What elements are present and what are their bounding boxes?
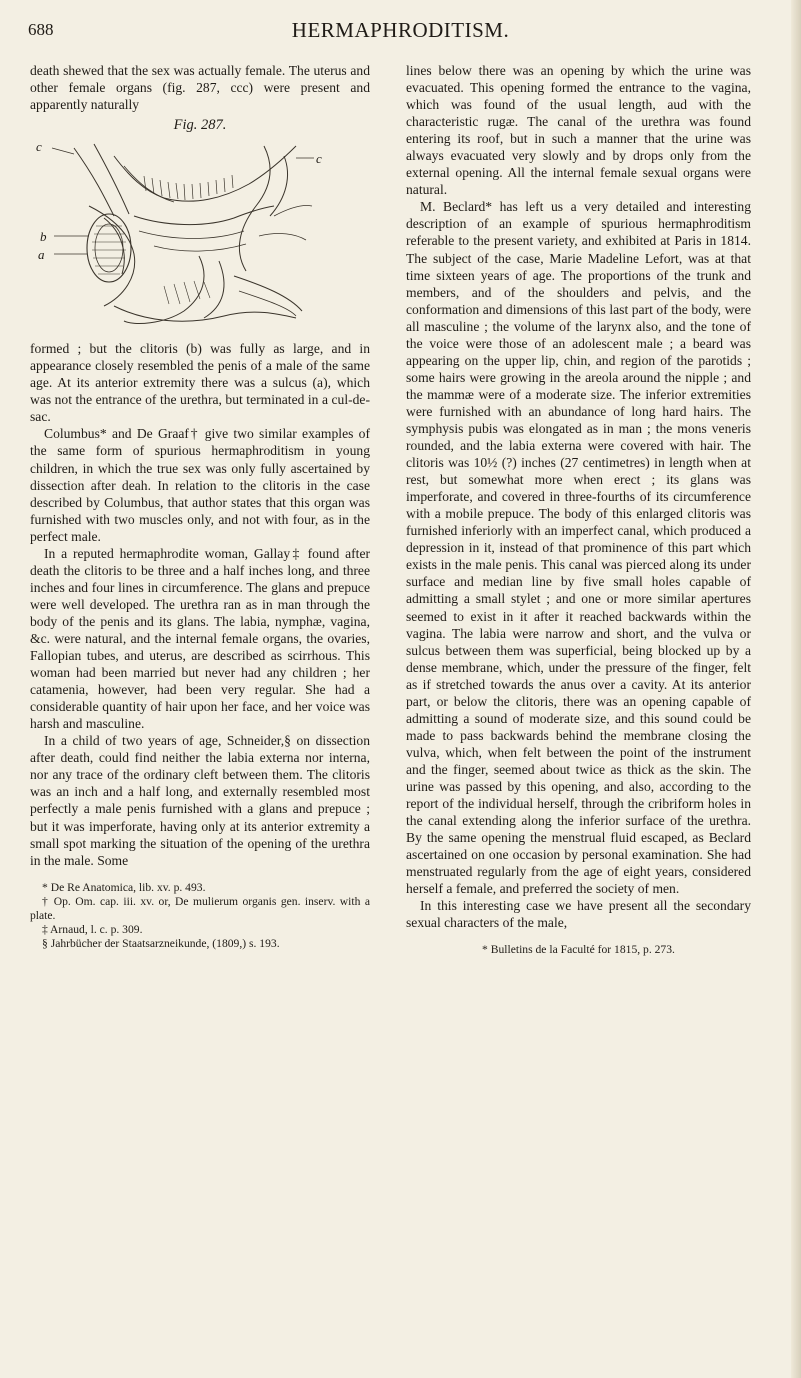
paragraph: In a child of two years of age, Schneider,§ on dissection after death, could find neither the labia externa nor interna, nor any trace of the ordinary cleft between them. The clitoris was an inch and a half long, and externally resembled most perfectly a male penis furnished with a glans and prepuce ; but it was imperforate, having only at its anterior extremity a small spot marking the situation of the opening of the urethra in the male. Some bbox=[30, 733, 370, 868]
paragraph: M. Beclard* has left us a very detailed and interesting description of an example of spurious hermaphroditism referable to the present variety, and exhibited at Paris in 1814. The subject of the case, Marie Madeline Lefort, was at that time sixteen years of age. The proportions of the trunk and members, and of the shoulders and pelvis, and the conformation and dimensions of this last part of the body, were all masculine ; the volume of the larynx also, and the tone of the voice were those of an adolescent male ; a beard was appearing on the upper lip, chin, and region of the parotids ; some hairs were growing in the areola around the nipple ; and the mammæ were of a moderate size. The inferior extremities were furnished with an abundance of long hard hairs. The symphysis pubis was elongated as in man ; the mons veneris rounded, and the labia externa were covered with hair. The clitoris was 10½ (?) inches (27 centimetres) in length when at rest, but somewhat more when erect ; its glans was imperforate, and covered in three-fourths of its circumference with a mobile prepuce. The body of this enlarged clitoris was furnished inferiorly with an imperfect canal, which produced a depression in it, instead of that prominence of this part which exists in the male penis. This canal was pierced along its under surface and median line by five small holes capable of admitting a small stylet ; and one or more similar apertures seemed to exist in it after it reached backwards within the vagina. The labia were narrow and short, and the vulva or sulcus between them was superficial, being blocked up by a dense membrane, which, under the pressure of the finger, felt as if stretched towards the anus over a cavity. At its anterior part, or below the clitoris, there was an opening capable of admitting a sound of moderate size, and this sound could be made to pass backwards behind the membrane closing the vulva, which, when felt between the point of the instrument and the finger, seemed about twice as thick as the skin. The urine was passed by this opening, and also, according to the report of the individual herself, through the cribriform holes in the canal extending along the inferior surface of the urethra. By the same opening the menstrual fluid escaped, as Beclard ascertained on one occasion by personal examination. She had menstruated regularly from the age of eight years, considered herself a female, and preferred the society of men. bbox=[406, 199, 751, 897]
paragraph: In this interesting case we have present all the secondary sexual characters of the male, bbox=[406, 898, 751, 931]
figure-label-b: b bbox=[40, 229, 47, 245]
paragraph: Columbus* and De Graaf† give two similar examples of the same form of spurious hermaphroditism in young children, in which the true sex was only fully ascertained by dissection after deah. In relation to the clitoris in the case described by Columbus, that author states that this organ was furnished with two muscles only, and not with four, as in the perfect male. bbox=[30, 426, 370, 544]
footnotes bbox=[30, 881, 370, 951]
left-column bbox=[30, 62, 370, 951]
right-column bbox=[406, 62, 751, 957]
paragraph: formed ; but the clitoris (b) was fully as large, and in appearance closely resembled the penis of a male of the same age. At its anterior extremity there was a sulcus (a), which was not the entrance of the urethra, but terminated in a cul-de-sac. bbox=[30, 341, 370, 425]
figure-caption: Fig. 287. bbox=[173, 117, 227, 134]
anatomical-figure bbox=[34, 136, 334, 336]
paragraph: In a reputed hermaphrodite woman, Gallay‡ found after death the clitoris to be three and a half inches long, and three inches and four lines in circumference. The glans and prepuce were well developed. The urethra ran as in man through the body of the penis and its glans. The labia, nymphæ, vagina, &c. were natural, and the internal female organs, the ovaries, Fallopian tubes, and uterus, are described as scirrhous. This woman had been married but never had any children ; her catamenia, however, had been very regular. She had a considerable quantity of hair upon her face, and her voice was harsh and masculine. bbox=[30, 545, 370, 732]
anatomical-illustration bbox=[34, 136, 334, 336]
figure-label-a: a bbox=[38, 247, 45, 263]
running-head: HERMAPHRODITISM. bbox=[291, 18, 510, 42]
page-edge bbox=[791, 0, 801, 1378]
figure-label-c-left: c bbox=[36, 139, 42, 155]
page-header bbox=[28, 18, 773, 48]
footnotes bbox=[406, 943, 751, 957]
footnote: * De Re Anatomica, lib. xv. p. 493. bbox=[42, 880, 206, 894]
footnote: ‡ Arnaud, l. c. p. 309. bbox=[42, 922, 143, 936]
paragraph: lines below there was an opening by which the urine was evacuated. This opening formed the entrance to the vagina, which was found of the usual length, aud with the characteristic rugæ. The canal of the urethra was found entering its roof, but in such a manner that the urine was always evacuated very slowly and by drops only from the external opening. All the internal female sexual organs were natural. bbox=[406, 63, 751, 198]
figure-label-c-right: c bbox=[316, 151, 322, 167]
footnote: † Op. Om. cap. iii. xv. or, De mulierum organis gen. inserv. with a plate. bbox=[30, 894, 370, 922]
footnote: § Jahrbücher der Staatsarzneikunde, (1809,) s. 193. bbox=[42, 936, 280, 950]
paragraph: death shewed that the sex was actually female. The uterus and other female organs (fig. 287, ccc) were present and apparently naturally bbox=[30, 63, 370, 113]
page-number: 688 bbox=[28, 20, 54, 39]
footnote: * Bulletins de la Faculté for 1815, p. 273. bbox=[482, 943, 675, 957]
